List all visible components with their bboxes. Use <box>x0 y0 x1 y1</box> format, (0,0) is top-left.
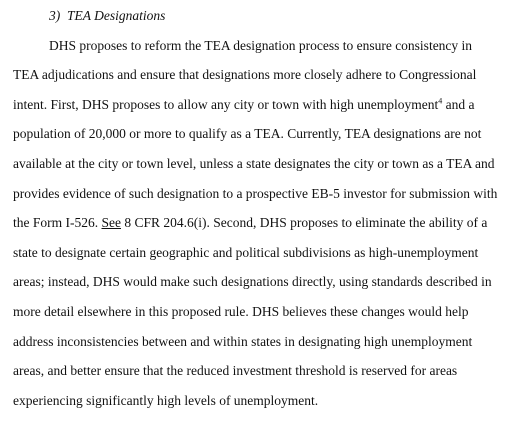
paragraph-line: provides evidence of such designation to a prospective EB-5 investor for submission with <box>13 186 498 201</box>
paragraph-line: areas, and better ensure that the reduced investment threshold is reserved for areas <box>13 363 458 378</box>
line-text: 8 CFR 204.6(i). Second, DHS proposes to eliminate the ability of a <box>121 215 488 230</box>
see-citation-signal: See <box>101 215 121 230</box>
paragraph-line: experiencing significantly high levels of unemployment. <box>13 393 319 408</box>
section-heading <box>49 7 165 25</box>
line-text: the Form I-526. <box>13 215 102 230</box>
paragraph-line: TEA adjudications and ensure that designations more closely adhere to Congressional <box>13 67 477 82</box>
paragraph-line: state to designate certain geographic and political subdivisions as high-unemployment <box>13 245 479 260</box>
paragraph-line: population of 20,000 or more to qualify as a TEA. Currently, TEA designations are not <box>13 126 482 141</box>
footnote-marker: 4 <box>438 96 443 106</box>
line-text: intent. First, DHS proposes to allow any city or town with high unemployment <box>13 97 439 112</box>
paragraph-line: more detail elsewhere in this proposed rule. DHS believes these changes would help <box>13 304 469 319</box>
paragraph-line: areas; instead, DHS would make such designations directly, using standards described in <box>13 274 492 289</box>
paragraph-line <box>13 96 474 114</box>
section-number: 3) <box>49 8 61 23</box>
section-title: TEA Designations <box>67 8 166 23</box>
paragraph-line: address inconsistencies between and within states in designating high unemployment <box>13 334 473 349</box>
paragraph-line: DHS proposes to reform the TEA designation process to ensure consistency in <box>49 38 473 53</box>
paragraph-line <box>13 214 487 232</box>
line-text: and a <box>442 97 475 112</box>
paragraph-line: available at the city or town level, unless a state designates the city or town as a TEA and <box>13 156 495 171</box>
